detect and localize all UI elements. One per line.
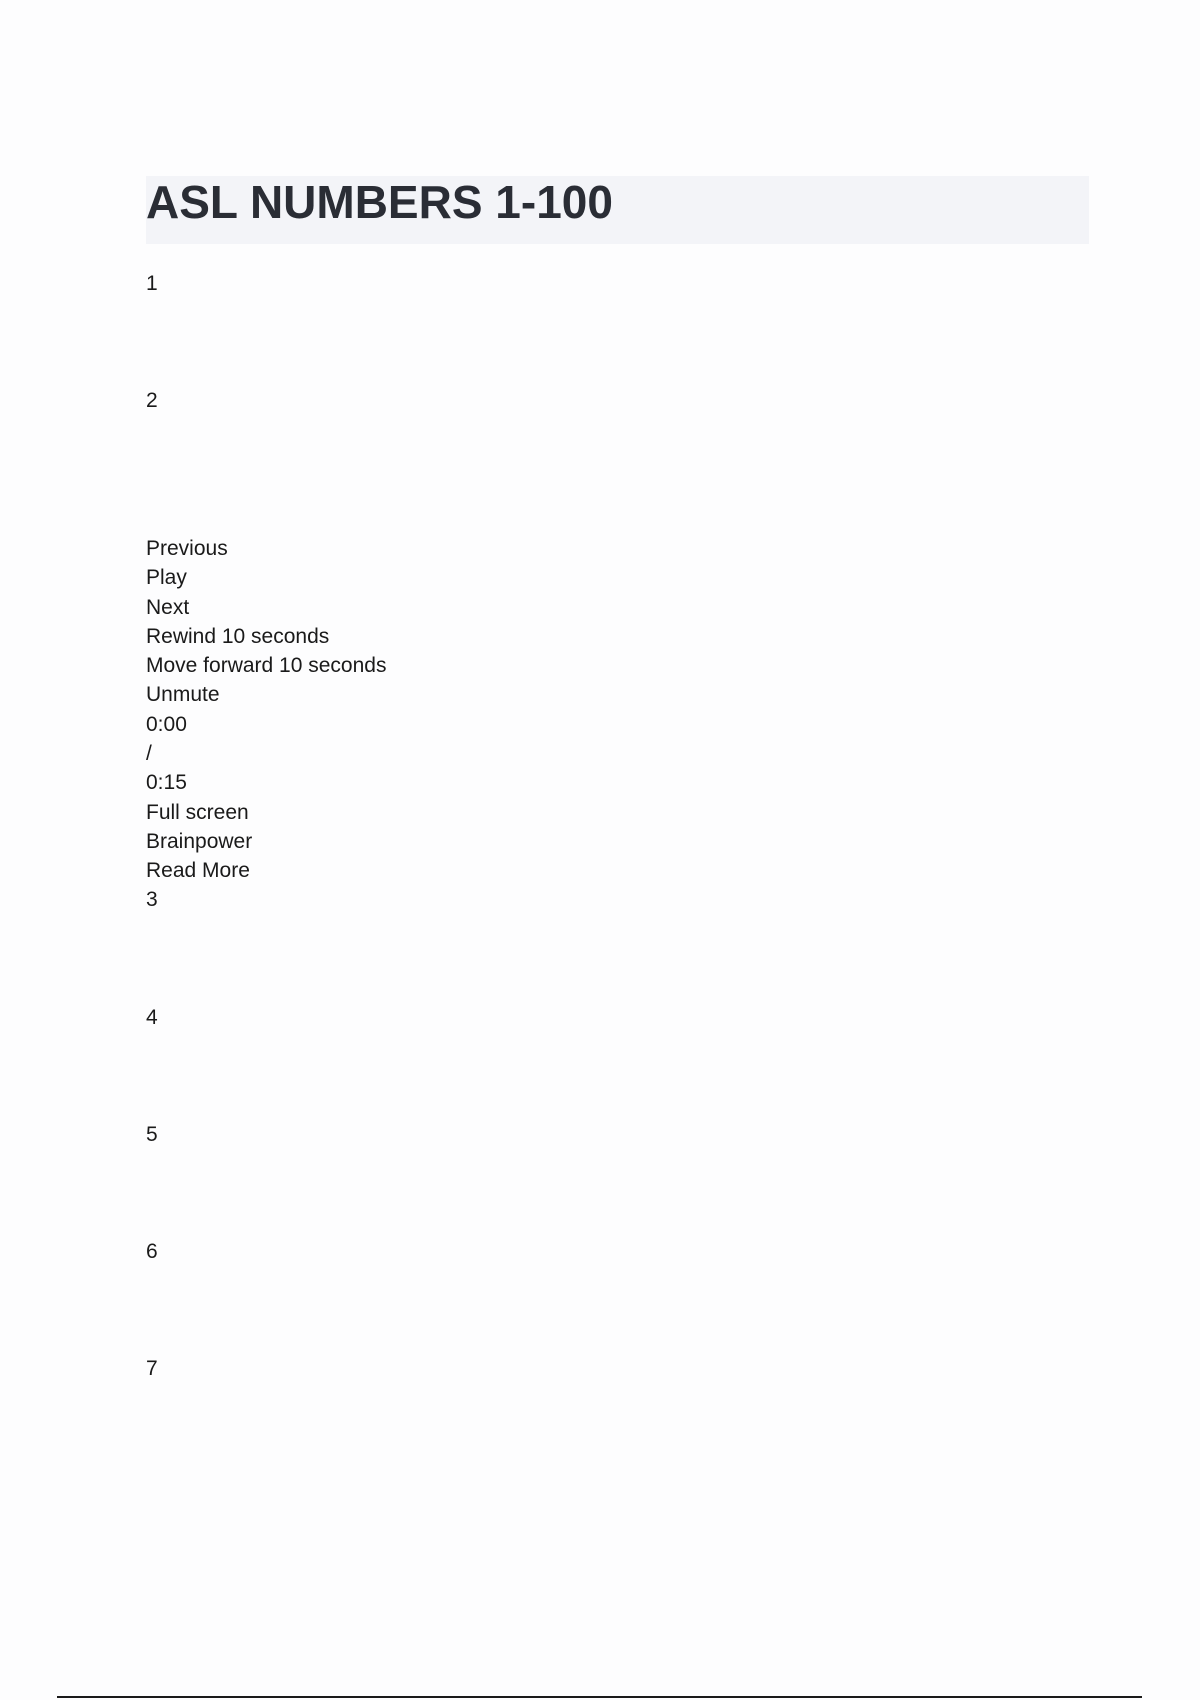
video-player-controls: [146, 534, 386, 886]
current-time: 0:00: [146, 712, 187, 736]
number-item-7: 7: [146, 1357, 158, 1380]
bottom-rule: [57, 1696, 1142, 1698]
previous-button[interactable]: Previous: [146, 537, 228, 560]
time-separator: /: [146, 742, 152, 766]
play-button[interactable]: Play: [146, 566, 187, 590]
page-title: ASL NUMBERS 1-100: [146, 176, 613, 228]
number-item-2: 2: [146, 389, 158, 412]
number-item-5: 5: [146, 1123, 158, 1146]
full-screen-button[interactable]: Full screen: [146, 800, 249, 824]
brainpower-link[interactable]: Brainpower: [146, 829, 253, 853]
unmute-button[interactable]: Unmute: [146, 683, 220, 707]
number-item-3: 3: [146, 888, 158, 911]
forward-button[interactable]: Move forward 10 seconds: [146, 654, 387, 678]
number-item-6: 6: [146, 1240, 158, 1263]
number-item-1: 1: [146, 272, 158, 295]
duration: 0:15: [146, 771, 187, 795]
rewind-button[interactable]: Rewind 10 seconds: [146, 624, 330, 648]
number-item-4: 4: [146, 1006, 158, 1029]
read-more-link[interactable]: Read More: [146, 859, 250, 883]
next-button[interactable]: Next: [146, 595, 190, 619]
